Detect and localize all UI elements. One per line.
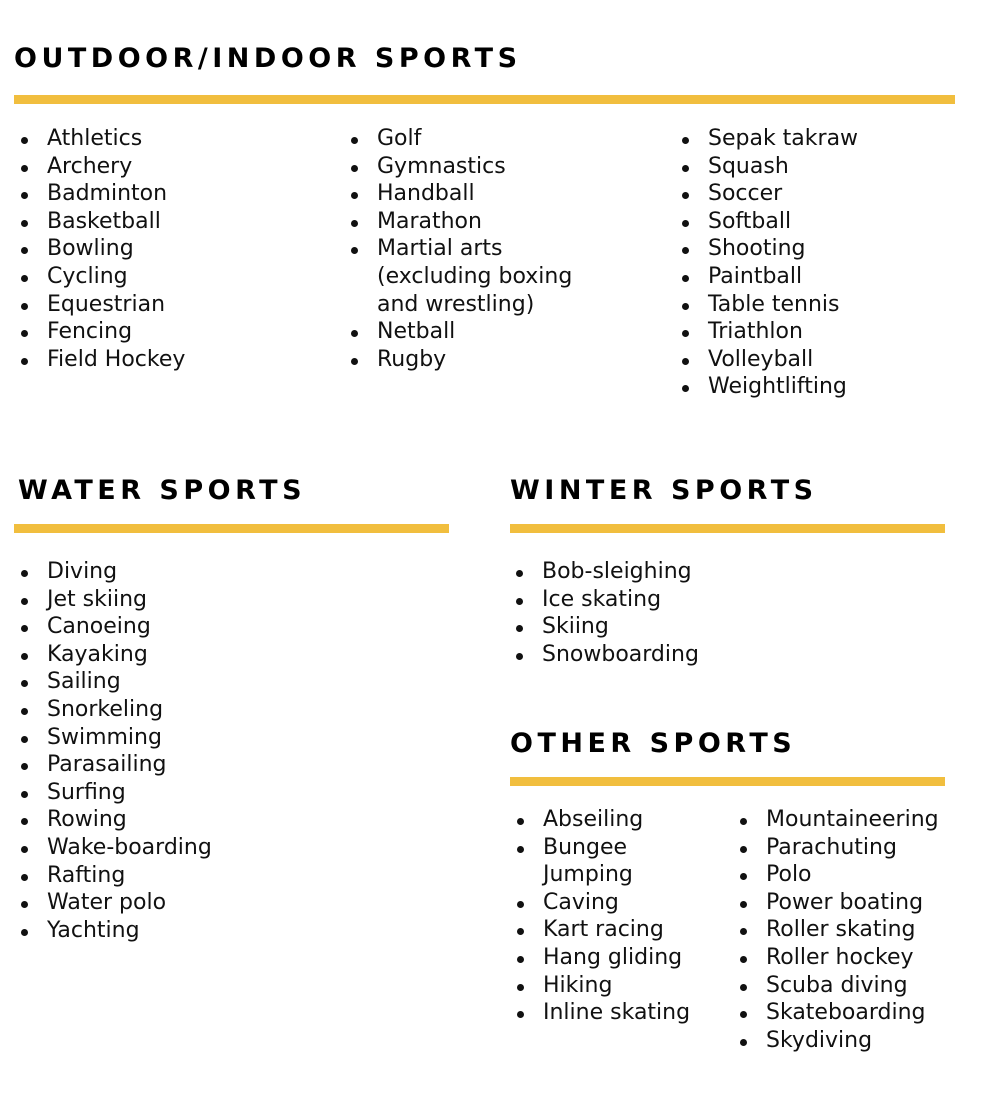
sport-name: Athletics (47, 126, 143, 151)
sport-name: Snowboarding (542, 641, 699, 667)
sport-list-item (13, 291, 185, 319)
outdoor-indoor-list-col2 (343, 125, 572, 373)
water-sports-list (13, 558, 212, 944)
sport-name: Field Hockey (47, 346, 186, 372)
sport-list-item (13, 263, 185, 291)
sport-list-item (13, 641, 212, 669)
sport-list-item (13, 917, 212, 945)
sport-list-item (674, 263, 858, 291)
sport-name: Parachuting (766, 834, 897, 860)
sport-list-item (13, 235, 185, 263)
sport-list-item (13, 318, 185, 346)
sport-list-item (13, 806, 212, 834)
sport-list-item (674, 153, 858, 181)
sport-name: Inline skating (543, 1000, 691, 1026)
sport-list-item (509, 806, 690, 834)
sport-name: Equestrian (47, 291, 166, 317)
other-sports-list-col1 (509, 806, 690, 1027)
sport-name: Badminton (47, 181, 168, 207)
sport-list-item (343, 208, 572, 236)
sport-list-item (508, 558, 699, 586)
sport-name: Kayaking (47, 641, 148, 667)
sport-name: Weightlifting (708, 374, 847, 400)
sport-list-item (13, 751, 212, 779)
sport-name: Triathlon (708, 319, 803, 345)
sport-name: Sepak takraw (708, 126, 859, 151)
sport-list-item (343, 346, 572, 374)
sport-name: Soccer (708, 181, 783, 207)
sport-name: Marathon (377, 208, 482, 234)
sport-list-item (732, 916, 939, 944)
sport-name: Hang gliding (543, 944, 683, 970)
sport-name: Power boating (766, 889, 924, 915)
sport-name: Gymnastics (377, 153, 506, 179)
outdoor-indoor-divider (14, 95, 955, 104)
sport-name: Cycling (47, 263, 128, 289)
winter-sports-divider (510, 524, 945, 533)
sport-list-item (509, 999, 690, 1027)
winter-sports-list (508, 558, 699, 668)
sport-name: Golf (377, 126, 422, 151)
water-sports-heading: WATER SPORTS (18, 475, 307, 506)
sport-name: Sailing (47, 669, 121, 695)
outdoor-indoor-heading: OUTDOOR/INDOOR SPORTS (14, 43, 522, 74)
sport-name: Bob-sleighing (542, 559, 692, 584)
sport-name: Skateboarding (766, 1000, 926, 1026)
sport-name: Table tennis (708, 291, 840, 317)
sport-list-item (343, 153, 572, 181)
sport-name: Archery (47, 153, 133, 179)
sport-list-item (13, 613, 212, 641)
sport-name: Martial arts (excluding boxing and wrestling) (377, 236, 573, 317)
sport-list-item (508, 586, 699, 614)
sport-name: Skydiving (766, 1027, 873, 1053)
other-sports-heading: OTHER SPORTS (510, 728, 797, 759)
winter-sports-heading: WINTER SPORTS (510, 475, 818, 506)
sport-list-item (732, 944, 939, 972)
sport-list-item (674, 318, 858, 346)
sport-list-item (13, 724, 212, 752)
sport-name: Shooting (708, 236, 806, 262)
sport-name: Volleyball (708, 346, 814, 372)
sport-name: Kart racing (543, 917, 664, 943)
sport-list-item (13, 779, 212, 807)
other-sports-divider (510, 777, 945, 786)
sport-list-item (13, 558, 212, 586)
sport-list-item (509, 916, 690, 944)
sport-name: Jet skiing (47, 586, 147, 612)
sport-name: Canoeing (47, 614, 151, 640)
sport-name: Skiing (542, 614, 609, 640)
sport-list-item (674, 373, 858, 401)
sport-list-item (13, 862, 212, 890)
sport-list-item (674, 180, 858, 208)
sport-list-item (343, 318, 572, 346)
sport-name: Polo (766, 862, 812, 888)
sport-list-item (674, 208, 858, 236)
sport-list-item (674, 235, 858, 263)
sport-list-item (343, 180, 572, 208)
sport-list-item (674, 125, 858, 153)
sport-name: Diving (47, 559, 118, 584)
outdoor-indoor-list-col1 (13, 125, 185, 373)
sport-list-item (732, 834, 939, 862)
sport-name: Rafting (47, 862, 126, 888)
sport-name: Rowing (47, 807, 127, 833)
sport-list-item (674, 346, 858, 374)
sport-list-item (732, 999, 939, 1027)
sport-list-item (732, 889, 939, 917)
sport-name: Hiking (543, 972, 613, 998)
sport-list-item (13, 889, 212, 917)
sport-list-item (13, 125, 185, 153)
sport-name: Fencing (47, 319, 133, 345)
sport-name: Ice skating (542, 586, 662, 612)
sport-list-item (508, 613, 699, 641)
sport-name: Caving (543, 889, 619, 915)
sport-list-item (13, 696, 212, 724)
sport-list-item (509, 944, 690, 972)
sport-name: Softball (708, 208, 792, 234)
other-sports-list-col2 (732, 806, 939, 1054)
sport-name: Paintball (708, 263, 803, 289)
sport-name: Water polo (47, 890, 167, 916)
sport-name: Basketball (47, 208, 161, 234)
sport-name: Handball (377, 181, 475, 207)
sport-name: Bungee Jumping (543, 834, 633, 888)
outdoor-indoor-list-col3 (674, 125, 858, 401)
sport-name: Parasailing (47, 752, 167, 778)
sport-list-item (674, 291, 858, 319)
sport-list-item (732, 806, 939, 834)
sport-list-item (13, 586, 212, 614)
sport-list-item (343, 125, 572, 153)
sport-name: Scuba diving (766, 972, 908, 998)
sport-name: Roller hockey (766, 944, 914, 970)
sport-name: Yachting (47, 917, 140, 943)
sport-name: Netball (377, 319, 456, 345)
sport-list-item (508, 641, 699, 669)
sport-name: Roller skating (766, 917, 916, 943)
sport-list-item (13, 346, 185, 374)
sport-name: Wake-boarding (47, 834, 212, 860)
sport-list-item (509, 834, 690, 889)
sport-name: Snorkeling (47, 696, 164, 722)
sport-list-item (13, 208, 185, 236)
sport-name: Mountaineering (766, 807, 939, 832)
sport-list-item (13, 180, 185, 208)
sport-name: Bowling (47, 236, 134, 262)
sport-name: Surfing (47, 779, 126, 805)
sport-list-item (732, 1027, 939, 1055)
sport-list-item (13, 668, 212, 696)
sport-list-item (13, 153, 185, 181)
sport-list-item (343, 235, 572, 318)
sport-name: Rugby (377, 346, 447, 372)
sport-list-item (732, 861, 939, 889)
sport-list-item (13, 834, 212, 862)
sport-list-item (509, 972, 690, 1000)
sport-name: Swimming (47, 724, 162, 750)
sport-list-item (509, 889, 690, 917)
sport-list-item (732, 972, 939, 1000)
water-sports-divider (14, 524, 449, 533)
sport-name: Abseiling (543, 807, 644, 832)
sport-name: Squash (708, 153, 789, 179)
